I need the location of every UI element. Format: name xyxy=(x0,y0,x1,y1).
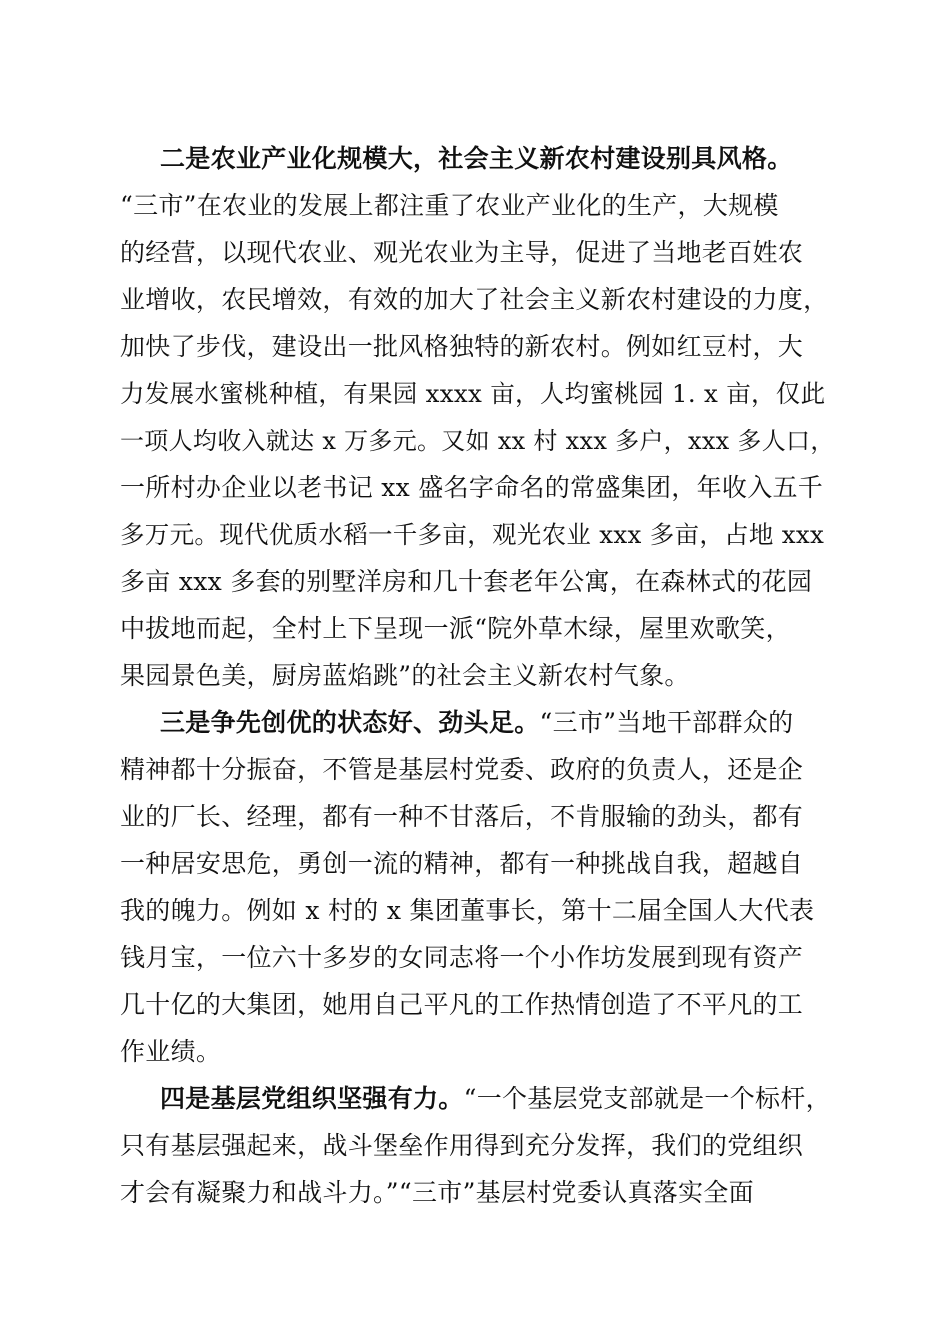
text-line: 一项人均收入就达 x 万多元。又如 xx 村 xxx 多户，xxx 多人口， xyxy=(120,427,835,455)
paragraph-first-line-rest: “三市”当地干部群众的 xyxy=(539,708,794,737)
text-line: 一所村办企业以老书记 xx 盛名字命名的常盛集团，年收入五千 xyxy=(120,473,824,502)
paragraph-heading-party: 四是基层党组织坚强有力。 xyxy=(160,1084,464,1113)
text-line: 只有基层强起来，战斗堡垒作用得到充分发挥，我们的党组织 xyxy=(120,1131,804,1160)
text-line: 多亩 xxx 多套的别墅洋房和几十套老年公寓，在森林式的花园 xyxy=(120,567,813,596)
paragraph-heading-agriculture: 二是农业产业化规模大，社会主义新农村建设别具风格。 xyxy=(160,144,793,173)
text-line: 的经营，以现代农业、观光农业为主导，促进了当地老百姓农 xyxy=(120,238,804,267)
paragraph-heading-morale: 三是争先创优的状态好、劲头足。 xyxy=(160,708,540,737)
text-line: 钱月宝，一位六十多岁的女同志将一个小作坊发展到现有资产 xyxy=(120,943,804,972)
paragraph-first-line xyxy=(160,701,793,745)
text-line: 精神都十分振奋，不管是基层村党委、政府的负责人，还是企 xyxy=(120,755,804,784)
text-line: 力发展水蜜桃种植，有果园 xxxx 亩，人均蜜桃园 1. x 亩，仅此 xyxy=(120,379,826,408)
text-line: “三市”在农业的发展上都注重了农业产业化的生产，大规模 xyxy=(120,191,779,220)
text-line: 多万元。现代优质水稻一千多亩，观光农业 xxx 多亩，占地 xxx xyxy=(120,520,825,549)
text-line: 才会有凝聚力和战斗力。”“三市”基层村党委认真落实全面 xyxy=(120,1178,754,1207)
text-line: 加快了步伐，建设出一批风格独特的新农村。例如红豆村，大 xyxy=(120,332,804,361)
paragraph-first-line-rest: “一个基层党支部就是一个标杆， xyxy=(463,1084,831,1113)
paragraph-first-line xyxy=(160,1077,831,1121)
text-line: 一种居安思危，勇创一流的精神，都有一种挑战自我，超越自 xyxy=(120,849,804,878)
text-line: 果园景色美，厨房蓝焰跳”的社会主义新农村气象。 xyxy=(120,661,690,690)
text-line: 几十亿的大集团，她用自己平凡的工作热情创造了不平凡的工 xyxy=(120,990,804,1019)
text-line: 中拔地而起，全村上下呈现一派“院外草木绿，屋里欢歌笑， xyxy=(120,614,791,643)
text-line: 作业绩。 xyxy=(120,1037,222,1066)
text-line: 业增收，农民增效，有效的加大了社会主义新农村建设的力度， xyxy=(120,285,829,314)
text-line: 业的厂长、经理，都有一种不甘落后，不肯服输的劲头，都有 xyxy=(120,802,804,831)
text-line: 我的魄力。例如 x 村的 x 集团董事长，第十二届全国人大代表 xyxy=(120,896,815,925)
